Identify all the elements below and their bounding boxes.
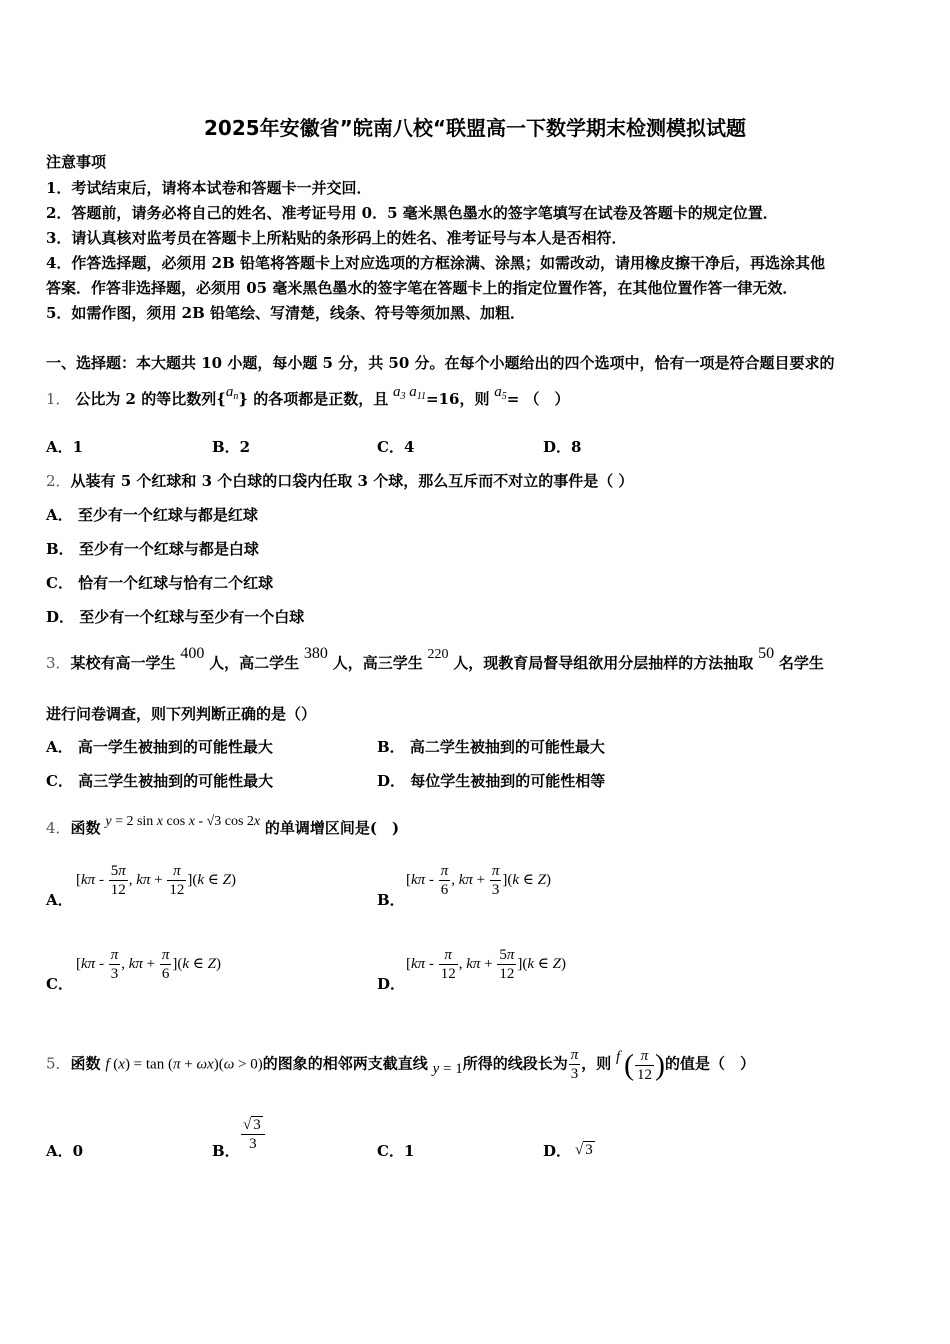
number-220: 220 <box>427 647 449 662</box>
question-4 <box>46 814 400 838</box>
option-c: C．1 <box>377 1142 415 1160</box>
question-text: 某校有高一学生 <box>70 654 176 672</box>
math-function: y = 2 sin x cos x - √3 cos 2x <box>105 814 261 829</box>
number-50: 50 <box>758 645 775 662</box>
question-text: 人，高二学生 <box>209 654 300 672</box>
option-b: B． <box>377 891 405 909</box>
question-number: 2． <box>46 472 71 490</box>
notice-item: 2．答题前，请务必将自己的姓名、准考证号用 0．5 毫米黑色墨水的签字笔填写在试卷及答题卡的规定位置． <box>46 204 778 222</box>
question-text: 所得的线段长为 <box>462 1054 568 1073</box>
question-text: 名学生 <box>778 654 824 672</box>
math-sqrt3-over-3: $\frac{√ 3}{3}$ <box>240 1116 266 1153</box>
interval-d: [kπ - $\frac{\pi}{12}$ , kπ + $\frac{5\pi}{12}$ ](k ∈ Z) <box>406 947 566 982</box>
question-text: 人，高三学生 <box>332 654 423 672</box>
option-d: D．8 <box>543 438 582 456</box>
number-380: 380 <box>303 645 328 662</box>
question-text: 人，现教育局督导组欲用分层抽样的方法抽取 <box>453 654 754 672</box>
math-sqrt3: √ 3 <box>575 1142 593 1158</box>
question-text: 公比为 2 的等比数列{ <box>75 390 226 408</box>
notice-item: 5．如需作图，须用 2B 铅笔绘、写清楚，线条、符号等须加黑、加粗． <box>46 304 525 322</box>
question-text: 进行问卷调查，则下列判断正确的是（） <box>46 705 317 723</box>
question-text: 从装有 5 个红球和 3 个白球的口袋内任取 3 个球，那么互斥而不对立的事件是（ ） <box>70 472 634 490</box>
option-a: A． 高一学生被抽到的可能性最大 <box>46 738 273 756</box>
option-c: C． <box>46 975 73 993</box>
question-1 <box>46 384 570 409</box>
option-b: B． 高二学生被抽到的可能性最大 <box>377 738 605 756</box>
number-400: 400 <box>180 645 205 662</box>
page-title: 2025年安徽省”皖南八校“联盟高一下数学期末检测模拟试题 <box>204 116 746 140</box>
math-a3a11: $a_3$ $a_{11}$ <box>393 384 427 402</box>
notice-item: 3．请认真核对监考员在答题卡上所粘贴的条形码上的姓名、准考证号与本人是否相符． <box>46 229 627 247</box>
math-fraction: $\frac{\pi}{3}$ <box>570 1047 579 1082</box>
question-number: 1． <box>46 390 71 408</box>
option-a: A． 至少有一个红球与都是红球 <box>46 506 258 524</box>
question-text: } 的各项都是正数，且 <box>238 390 389 408</box>
question-2 <box>46 470 633 491</box>
option-c: C．4 <box>377 438 415 456</box>
option-d: D． 每位学生被抽到的可能性相等 <box>377 772 606 790</box>
option-b: B． 至少有一个红球与都是白球 <box>46 540 259 558</box>
question-text: ，则 <box>581 1054 612 1073</box>
question-text: =16，则 <box>426 390 490 408</box>
question-text: 的图象的相邻两支截直线 <box>262 1054 428 1073</box>
option-a: A．1 <box>46 438 84 456</box>
question-text: = （ ） <box>506 390 570 408</box>
interval-a: [kπ - $\frac{5\pi}{12}$ , kπ + $\frac{\pi}{12}$ ](k ∈ Z) <box>76 863 236 898</box>
option-b: B． <box>212 1142 240 1160</box>
notice-item: 答案．作答非选择题，必须用 05 毫米黑色墨水的签字笔在答题卡上的指定位置作答，在其他位置作答一律无效． <box>46 279 798 297</box>
notice-heading: 注意事项 <box>46 153 107 171</box>
question-5 <box>46 1046 755 1084</box>
option-a: A．0 <box>46 1142 84 1160</box>
interval-c: [kπ - $\frac{\pi}{3}$ , kπ + $\frac{\pi}{6}$ ](k ∈ Z) <box>76 947 221 982</box>
option-d: D． <box>543 1142 572 1160</box>
option-c: C． 恰有一个红球与恰有二个红球 <box>46 574 274 592</box>
math-line: y = 1 <box>432 1060 463 1077</box>
question-3 <box>46 645 824 673</box>
interval-b: [kπ - $\frac{\pi}{6}$ , kπ + $\frac{\pi}{3}$ ](k ∈ Z) <box>406 863 551 898</box>
question-text: 的单调增区间是( ) <box>264 819 400 837</box>
option-a: A． <box>46 891 73 909</box>
question-number: 3． <box>46 654 71 672</box>
question-number: 5． <box>46 1054 71 1073</box>
math-an: $a_n$ <box>225 384 239 402</box>
notice-item: 4．作答选择题，必须用 2B 铅笔将答题卡上对应选项的方框涂满、涂黑；如需改动，请用橡皮擦干净后，再选涂其他 <box>46 254 826 272</box>
question-text: 函数 <box>70 819 101 837</box>
math-function: f (x) = tan (π + ωx)(ω > 0) <box>105 1056 263 1073</box>
option-d: D． 至少有一个红球与至少有一个白球 <box>46 608 305 626</box>
section-heading: 一、选择题：本大题共 10 小题，每小题 5 分，共 50 分。在每个小题给出的四个选项中，恰有一项是符合题目要求的 <box>46 354 835 372</box>
option-d: D． <box>377 975 406 993</box>
question-text: 的值是（ ） <box>664 1054 755 1073</box>
notice-item: 1．考试结束后，请将本试卷和答题卡一并交回． <box>46 179 372 197</box>
question-text: 函数 <box>70 1054 101 1073</box>
option-b: B．2 <box>212 438 251 456</box>
option-c: C． 高三学生被抽到的可能性最大 <box>46 772 274 790</box>
math-f-value: f ( $\frac{\pi}{12}$ ) <box>616 1047 665 1083</box>
math-a5: $a_5$ <box>494 384 507 402</box>
question-number: 4． <box>46 819 71 837</box>
